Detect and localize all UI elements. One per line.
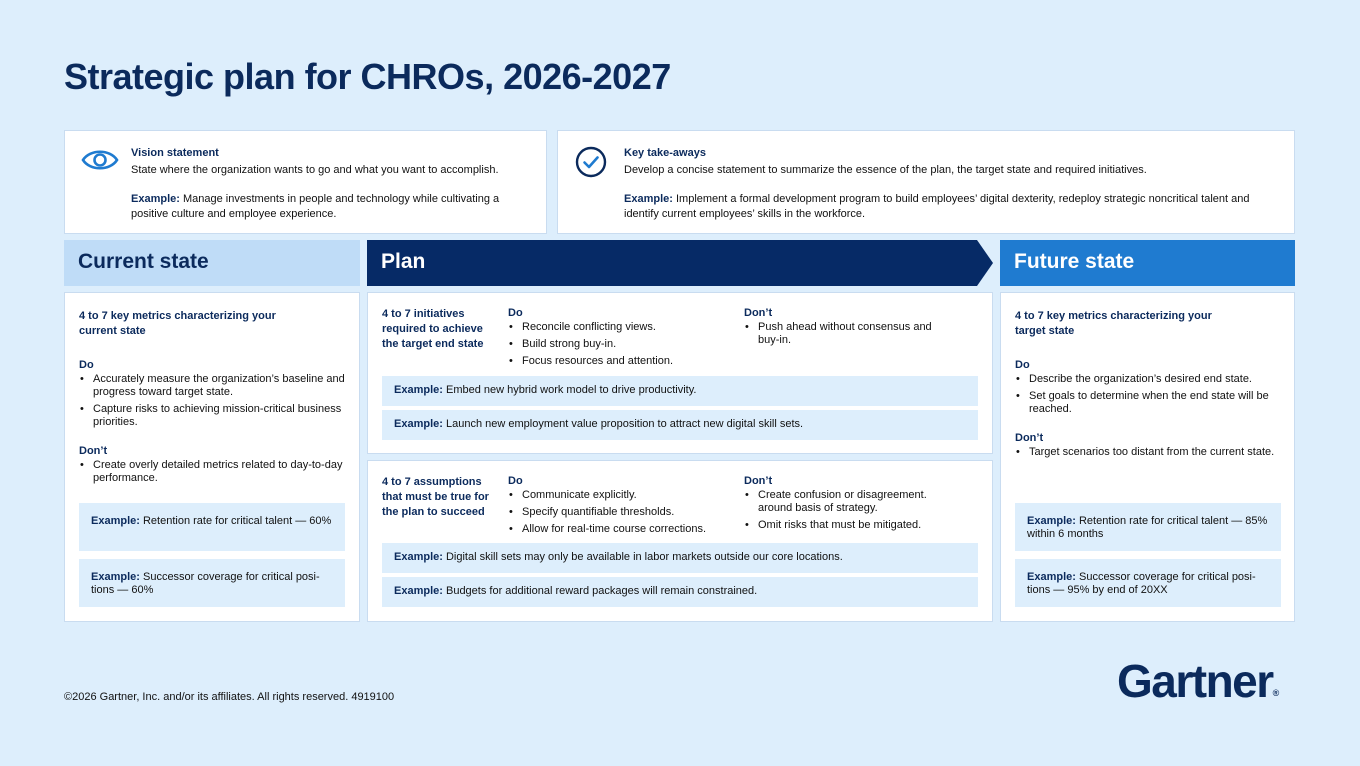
assumptions-do: [508, 475, 728, 540]
gartner-logo: Gartner®: [1117, 655, 1280, 707]
list-item: • Target scenarios too distant from the current state.: [1015, 446, 1280, 459]
assumptions-example-2: Example: Budgets for additional reward packages will remain constrained.: [382, 577, 978, 607]
assumptions-example-1: Example: Digital skill sets may only be available in labor markets outside our core locations.: [382, 543, 978, 573]
future-do-label: Do: [1015, 359, 1030, 371]
future-example-2: Example: Successor coverage for critical posi-tions — 95% by end of 20XX: [1015, 559, 1281, 607]
eye-icon: [81, 145, 119, 180]
vision-card: [64, 130, 547, 234]
header-plan: [367, 240, 993, 286]
future-example-1: Example: Retention rate for critical talent — 85% within 6 months: [1015, 503, 1281, 551]
takeaways-card: [557, 130, 1295, 234]
initiatives-lead: 4 to 7 initiatives required to achieve the target end state: [382, 308, 484, 350]
list-item: • Push ahead without consensus and buy-in.: [744, 321, 954, 347]
header-current-state: Current state: [64, 240, 360, 286]
list-item: • Reconcile conflicting views.: [508, 321, 728, 334]
list-item: • Set goals to determine when the end state will be reached.: [1015, 390, 1280, 416]
initiatives-do-label: Do: [508, 307, 523, 319]
assumptions-dont: [744, 475, 954, 536]
takeaways-example: Example: Implement a formal development program to build employees’ digital dexterity, redeploy strategic noncritical talent and identify current employees’ skills in the workforce.: [624, 193, 1250, 220]
header-future-state: Future state: [1000, 240, 1295, 286]
copyright-footer: ©2026 Gartner, Inc. and/or its affiliates. All rights reserved. 4919100: [64, 691, 395, 703]
current-dont-list: [79, 459, 345, 485]
list-item: • Accurately measure the organization’s baseline and progress toward target state.: [79, 373, 345, 399]
list-item: • Build strong buy-in.: [508, 338, 728, 351]
plan-arrow-shape: [367, 240, 993, 286]
current-subtitle: 4 to 7 key metrics characterizing your current state: [79, 310, 276, 337]
initiatives-example-2: Example: Launch new employment value proposition to attract new digital skill sets.: [382, 410, 978, 440]
current-dont-label: Don’t: [79, 445, 108, 457]
future-dont-list: [1015, 446, 1280, 459]
header-plan-label: Plan: [381, 250, 426, 273]
initiatives-dont-label: Don’t: [744, 307, 773, 319]
initiatives-do: [508, 307, 728, 372]
page-title: Strategic plan for CHROs, 2026-2027: [64, 56, 671, 97]
list-item: • Create overly detailed metrics related to day-to-day performance.: [79, 459, 345, 485]
list-item: • Create confusion or disagreement. around basis of strategy.: [744, 489, 954, 515]
assumptions-do-label: Do: [508, 475, 523, 487]
vision-body: State where the organization wants to go and what you want to accomplish.: [131, 164, 499, 176]
list-item: • Describe the organization’s desired end state.: [1015, 373, 1280, 386]
list-item: • Focus resources and attention.: [508, 355, 728, 368]
vision-heading: Vision statement: [131, 147, 219, 159]
future-dont-label: Don’t: [1015, 432, 1044, 444]
current-do-label: Do: [79, 359, 94, 371]
list-item: • Communicate explicitly.: [508, 489, 728, 502]
initiatives-do-list: [508, 321, 728, 368]
future-state-card: [1000, 292, 1295, 622]
list-item: • Allow for real-time course corrections.: [508, 523, 728, 536]
check-circle-icon: [574, 145, 608, 184]
plan-assumptions-card: [367, 460, 993, 622]
list-item: • Specify quantifiable thresholds.: [508, 506, 728, 519]
current-do-list: [79, 373, 345, 429]
assumptions-dont-label: Don’t: [744, 475, 773, 487]
future-do-list: [1015, 373, 1280, 416]
plan-initiatives-card: [367, 292, 993, 454]
current-state-card: [64, 292, 360, 622]
initiatives-dont: [744, 307, 954, 351]
current-example-2: Example: Successor coverage for critical posi-tions — 60%: [79, 559, 345, 607]
takeaways-body: Develop a concise statement to summarize the essence of the plan, the target state and required initiatives.: [624, 164, 1147, 176]
takeaways-heading: Key take-aways: [624, 147, 706, 159]
initiatives-example-1: Example: Embed new hybrid work model to drive productivity.: [382, 376, 978, 406]
future-subtitle: 4 to 7 key metrics characterizing your target state: [1015, 310, 1212, 337]
assumptions-dont-list: [744, 489, 954, 532]
assumptions-lead: 4 to 7 assumptions that must be true for the plan to succeed: [382, 476, 489, 518]
initiatives-dont-list: [744, 321, 954, 347]
vision-example: Example: Manage investments in people and technology while cultivating a positive culture and employee experience.: [131, 193, 500, 220]
assumptions-do-list: [508, 489, 728, 536]
current-example-1: Example: Retention rate for critical talent — 60%: [79, 503, 345, 551]
list-item: • Omit risks that must be mitigated.: [744, 519, 954, 532]
list-item: • Capture risks to achieving mission-critical business priorities.: [79, 403, 345, 429]
